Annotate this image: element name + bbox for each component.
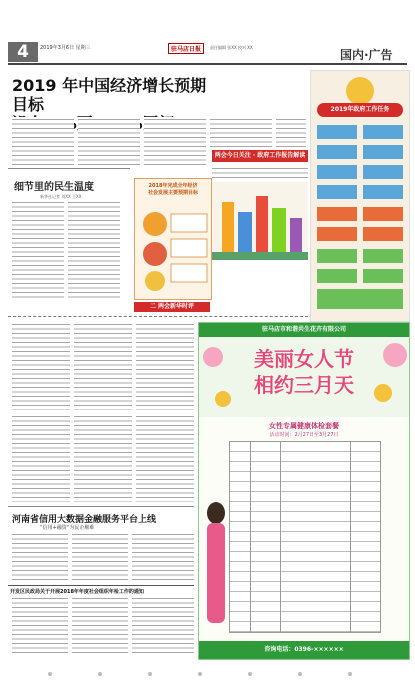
checkup-package-table <box>229 441 381 633</box>
commentary-rule <box>8 168 130 169</box>
article-text-col4 <box>210 117 272 147</box>
article-text-col1 <box>12 117 74 165</box>
table-divider-1 <box>250 442 251 632</box>
commentary-title: 细节里的民生温度 <box>14 182 94 193</box>
page-number: 4 <box>8 42 38 62</box>
commentary-text-col1 <box>12 200 64 300</box>
mid-text-col2 <box>74 322 132 410</box>
bottom-subheadline: “信用+融资”为民企解难 <box>40 525 95 531</box>
notice-rule <box>8 585 194 586</box>
article-text-col5 <box>276 117 306 147</box>
notice-title: 开发区民政局关于开展2018年年度社会组织年检工作的通知 <box>10 589 144 595</box>
ad-top-banner: 驻马店市和谐共生花卉有限公司 <box>199 323 409 337</box>
commentary-text-col2 <box>68 200 120 300</box>
article-text-col2 <box>78 117 140 165</box>
chart-box-title-line1: 2018年完成全年经济 <box>148 183 198 189</box>
banner-text <box>212 166 308 180</box>
economic-targets-chart <box>134 178 212 300</box>
ad-slogan-line1: 美丽女人节 <box>254 347 354 371</box>
section-divider <box>8 316 308 317</box>
infographic-title: 2019年政府工作任务 <box>330 106 390 113</box>
issue-date: 2019年3月6日 星期三 <box>40 45 91 51</box>
ad-period: 活动时间：2月27日至3月27日 <box>269 432 339 438</box>
mid-text-col6 <box>136 414 194 502</box>
work-tasks-infographic <box>310 70 410 322</box>
headline-line-1: 2019 年中国经济增长预期目标 <box>12 76 207 114</box>
commentary-red-label: 二 两会新华时评 <box>134 302 210 312</box>
bottom-headline: 河南省信用大数据金融服务平台上线 <box>12 515 157 525</box>
bottom-text-col1 <box>12 532 68 582</box>
table-divider-2 <box>280 442 281 632</box>
article-text-col3 <box>144 117 206 165</box>
mid-text-col5 <box>74 414 132 502</box>
notice-text-col2 <box>72 596 128 656</box>
mid-text-col4 <box>12 414 70 502</box>
ad-hotline: 咨询电话：0396-×××××× <box>199 641 409 659</box>
bottom-article-rule <box>8 506 194 507</box>
section-title: 国内·广告 <box>340 48 393 62</box>
city-graphic <box>212 182 308 260</box>
mid-text-col1 <box>12 322 70 410</box>
editor-meta: 责任编辑 张XX 校对 XX <box>210 45 253 50</box>
womens-day-ad <box>198 322 410 660</box>
ad-woman-illustration <box>203 493 229 633</box>
notice-text-col3 <box>132 596 194 656</box>
notice-text-col1 <box>12 596 68 656</box>
chart-box-title-line2: 社会发展主要预期目标 <box>147 190 198 196</box>
page-footer-marks <box>20 662 400 668</box>
chart-box-graphic <box>135 179 211 299</box>
commentary-byline: 新华社记者 刘XX 王XX <box>40 194 82 199</box>
bottom-text-col2 <box>72 532 128 582</box>
two-sessions-banner: 两会今日关注 · 政府工作报告解读 <box>212 150 308 162</box>
mid-text-col3 <box>136 322 194 410</box>
masthead-logo: 驻马店日报 <box>168 43 204 54</box>
city-illustration <box>212 182 308 260</box>
chart-box-title <box>137 183 209 197</box>
ad-subtitle: 女性专属健康体检套餐 <box>269 422 339 430</box>
footer-marks-graphic <box>20 671 400 677</box>
ad-slogan-line2: 相约三月天 <box>254 373 354 397</box>
header-rule <box>8 63 407 65</box>
bottom-text-col3 <box>132 532 194 582</box>
table-divider-3 <box>350 442 351 632</box>
